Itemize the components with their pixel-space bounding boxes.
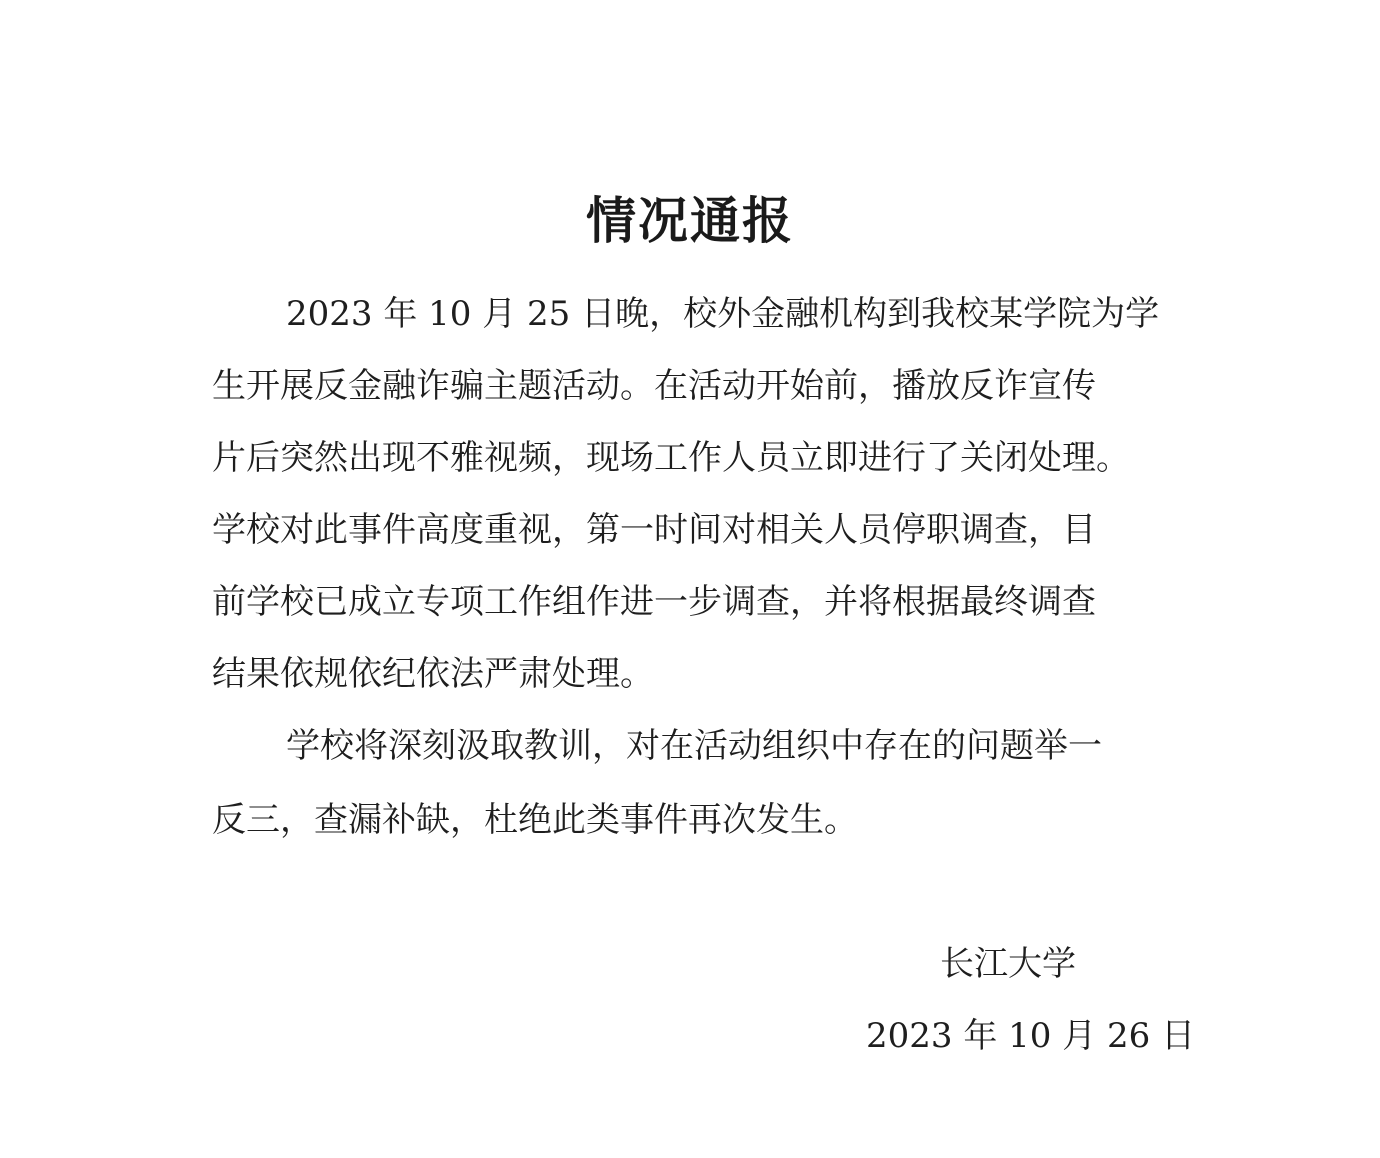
signature-date: 2023 年 10 月 26 日 [866, 1016, 1196, 1056]
paragraph-line: 片后突然出现不雅视频，现场工作人员立即进行了关闭处理。 [212, 438, 1130, 478]
paragraph-line: 生开展反金融诈骗主题活动。在活动开始前，播放反诈宣传 [212, 366, 1096, 406]
document-title: 情况通报 [586, 191, 794, 250]
paragraph-line: 结果依规依纪依法严肃处理。 [212, 654, 654, 694]
paragraph-line: 学校对此事件高度重视，第一时间对相关人员停职调查，目 [212, 510, 1096, 550]
paragraph-line: 反三，查漏补缺，杜绝此类事件再次发生。 [212, 800, 858, 840]
paragraph-line: 2023 年 10 月 25 日晚，校外金融机构到我校某学院为学 [286, 294, 1160, 334]
signature-organization: 长江大学 [940, 944, 1076, 984]
paragraph-line: 前学校已成立专项工作组作进一步调查，并将根据最终调查 [212, 582, 1096, 622]
paragraph-line: 学校将深刻汲取教训，对在活动组织中存在的问题举一 [286, 726, 1102, 766]
